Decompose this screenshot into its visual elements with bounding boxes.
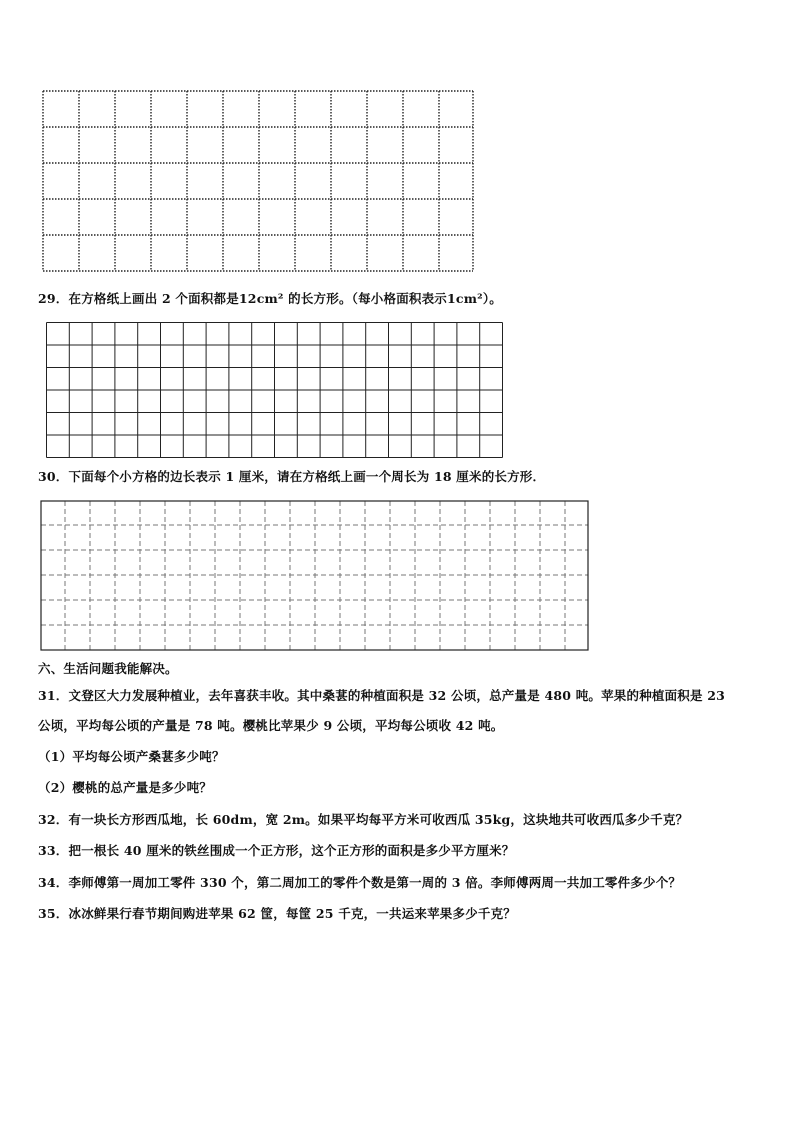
question-35: 35．冰冰鲜果行春节期间购进苹果 62 筐，每筐 25 千克，一共运来苹果多少千克？: [38, 906, 516, 921]
question-31-sub1: （1）平均每公顷产桑葚多少吨？: [38, 749, 225, 764]
question-29: 29．在方格纸上画出 2 个面积都是12cm² 的长方形。（每小格面积表示1cm²）。: [38, 291, 502, 306]
dashed-grid-q30: [40, 500, 589, 651]
question-31-line1: 31．文登区大力发展种植业，去年喜获丰收。其中桑葚的种植面积是 32 公顷，总产量是 480 吨。苹果的种植面积是 23: [38, 688, 726, 703]
question-33: 33．把一根长 40 厘米的铁丝围成一个正方形，这个正方形的面积是多少平方厘米？: [38, 843, 515, 858]
question-32: 32．有一块长方形西瓜地，长 60dm，宽 2m。如果平均每平方米可收西瓜 35kg，这块地共可收西瓜多少千克？: [38, 812, 689, 827]
question-30: 30．下面每个小方格的边长表示 1 厘米，请在方格纸上画一个周长为 18 厘米的长方形．: [38, 469, 546, 484]
dotted-grid-top: [42, 90, 474, 272]
section-6-heading: 六、生活问题我能解决。: [38, 661, 178, 676]
question-34: 34．李师傅第一周加工零件 330 个，第二周加工的零件个数是第一周的 3 倍。李师傅两周一共加工零件多少个？: [38, 875, 682, 890]
question-31-sub2: （2）樱桃的总产量是多少吨？: [38, 780, 212, 795]
question-31-line2: 公顷，平均每公顷的产量是 78 吨。樱桃比苹果少 9 公顷，平均每公顷收 42 吨。: [38, 718, 504, 733]
square-grid-q29: [46, 322, 503, 458]
